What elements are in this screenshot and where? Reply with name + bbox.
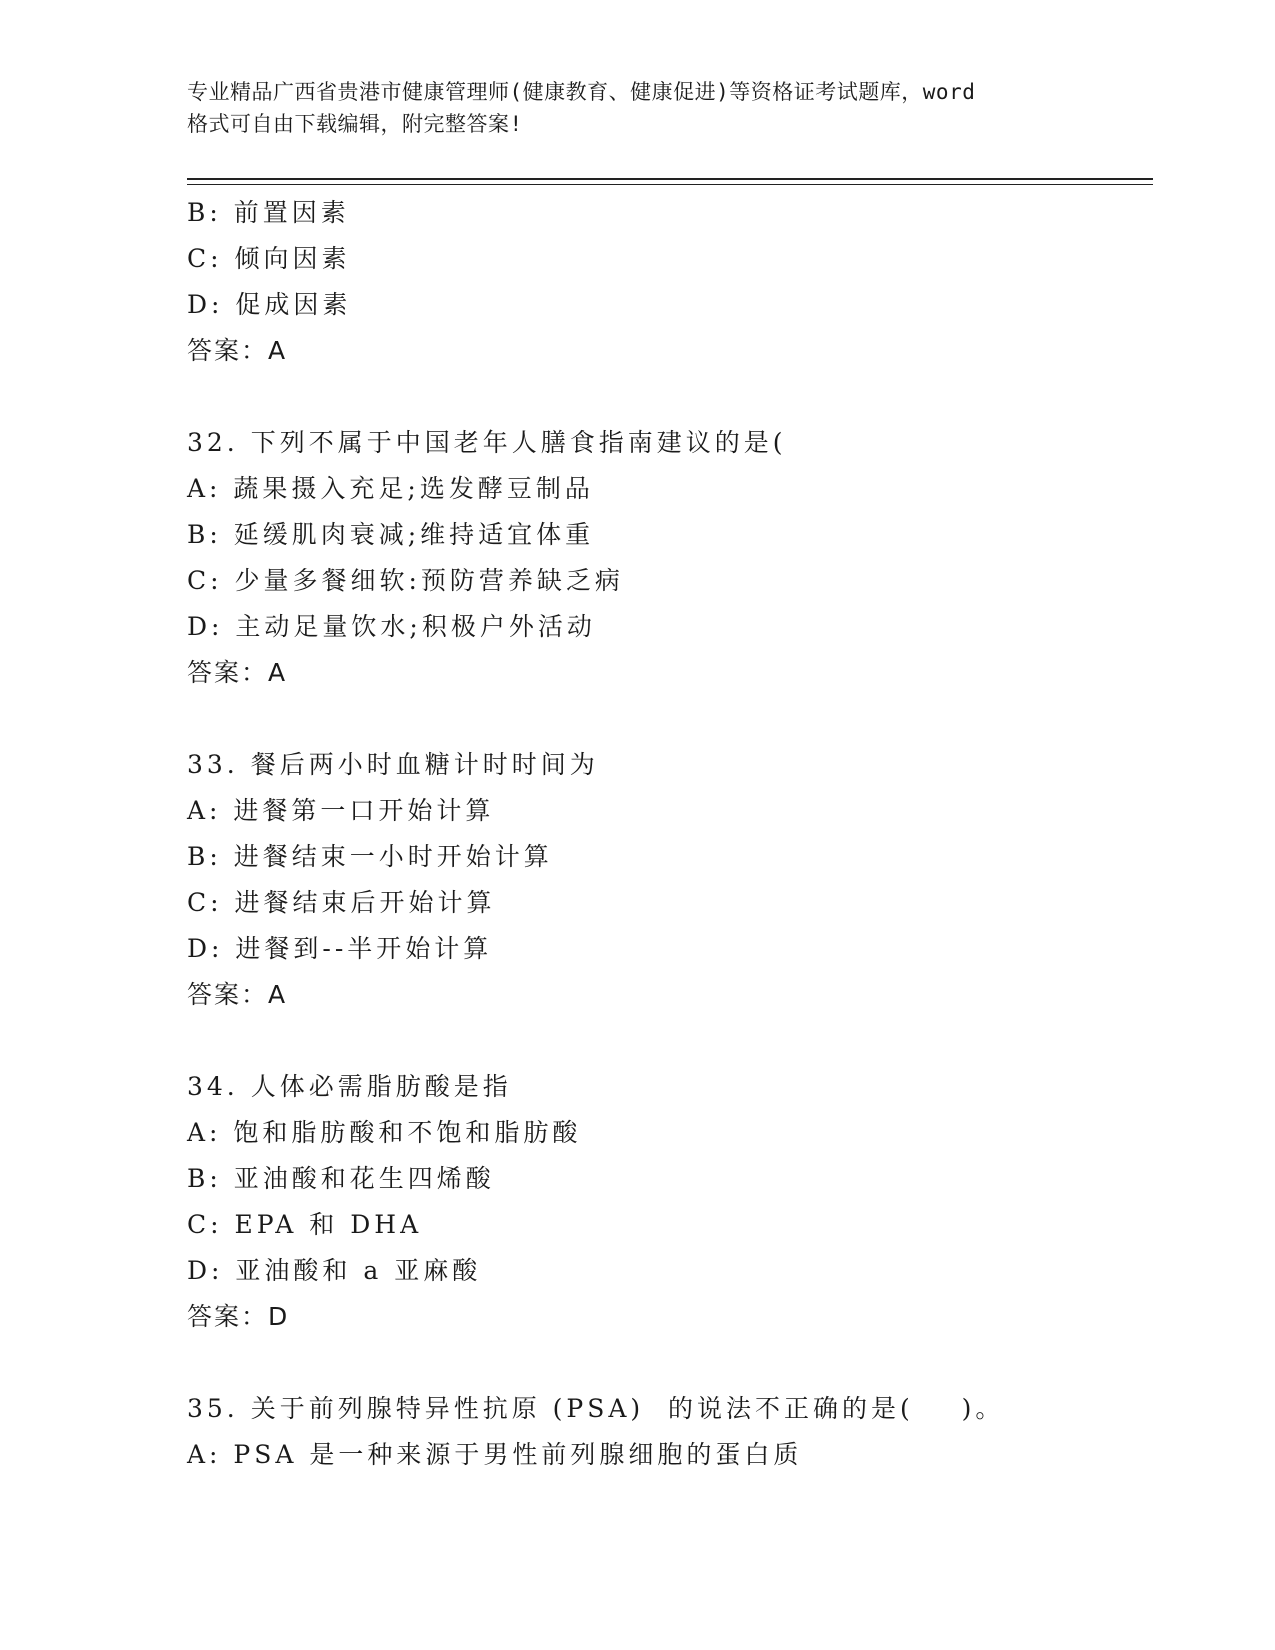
header-line-1: 专业精品广西省贵港市健康管理师(健康教育、健康促进)等资格证考试题库，word	[187, 80, 976, 104]
answer: 答案：A	[187, 980, 288, 1009]
spacer	[187, 696, 1153, 742]
question-block-34	[187, 1064, 1153, 1340]
header-line-2: 格式可自由下载编辑，附完整答案!	[187, 112, 523, 136]
option-d: D: 亚油酸和 a 亚麻酸	[187, 1256, 482, 1285]
question-block-33	[187, 742, 1153, 1018]
option-b: B: 前置因素	[187, 198, 350, 227]
option-c: C: EPA 和 DHA	[187, 1210, 423, 1239]
option-c: C: 倾向因素	[187, 244, 351, 273]
question-block-35	[187, 1386, 1153, 1478]
answer: 答案：D	[187, 1302, 290, 1331]
option-a: A: 蔬果摄入充足;选发酵豆制品	[187, 474, 594, 503]
option-c: C: 进餐结束后开始计算	[187, 888, 496, 917]
option-d: D: 进餐到--半开始计算	[187, 934, 493, 963]
option-a: A: 饱和脂肪酸和不饱和脂肪酸	[187, 1118, 582, 1147]
question-stem: 34. 人体必需脂肪酸是指	[187, 1072, 512, 1101]
header-divider	[187, 178, 1153, 185]
option-b: B: 亚油酸和花生四烯酸	[187, 1164, 495, 1193]
question-stem: 33. 餐后两小时血糖计时时间为	[187, 750, 599, 779]
question-list	[187, 190, 1153, 1478]
answer: 答案：A	[187, 336, 288, 365]
question-stem: 32. 下列不属于中国老年人膳食指南建议的是(	[187, 428, 787, 457]
question-stem: 35. 关于前列腺特异性抗原 (PSA) 的说法不正确的是( )。	[187, 1394, 1005, 1423]
spacer	[187, 1340, 1153, 1386]
answer: 答案：A	[187, 658, 288, 687]
option-a: A: PSA 是一种来源于男性前列腺细胞的蛋白质	[187, 1440, 803, 1469]
option-d: D: 主动足量饮水;积极户外活动	[187, 612, 596, 641]
question-block-31	[187, 190, 1153, 374]
document-header	[187, 76, 1087, 140]
question-block-32	[187, 420, 1153, 696]
option-b: B: 进餐结束一小时开始计算	[187, 842, 553, 871]
spacer	[187, 1018, 1153, 1064]
option-a: A: 进餐第一口开始计算	[187, 796, 495, 825]
option-d: D: 促成因素	[187, 290, 352, 319]
option-c: C: 少量多餐细软:预防营养缺乏病	[187, 566, 624, 595]
option-b: B: 延缓肌肉衰减;维持适宜体重	[187, 520, 595, 549]
spacer	[187, 374, 1153, 420]
